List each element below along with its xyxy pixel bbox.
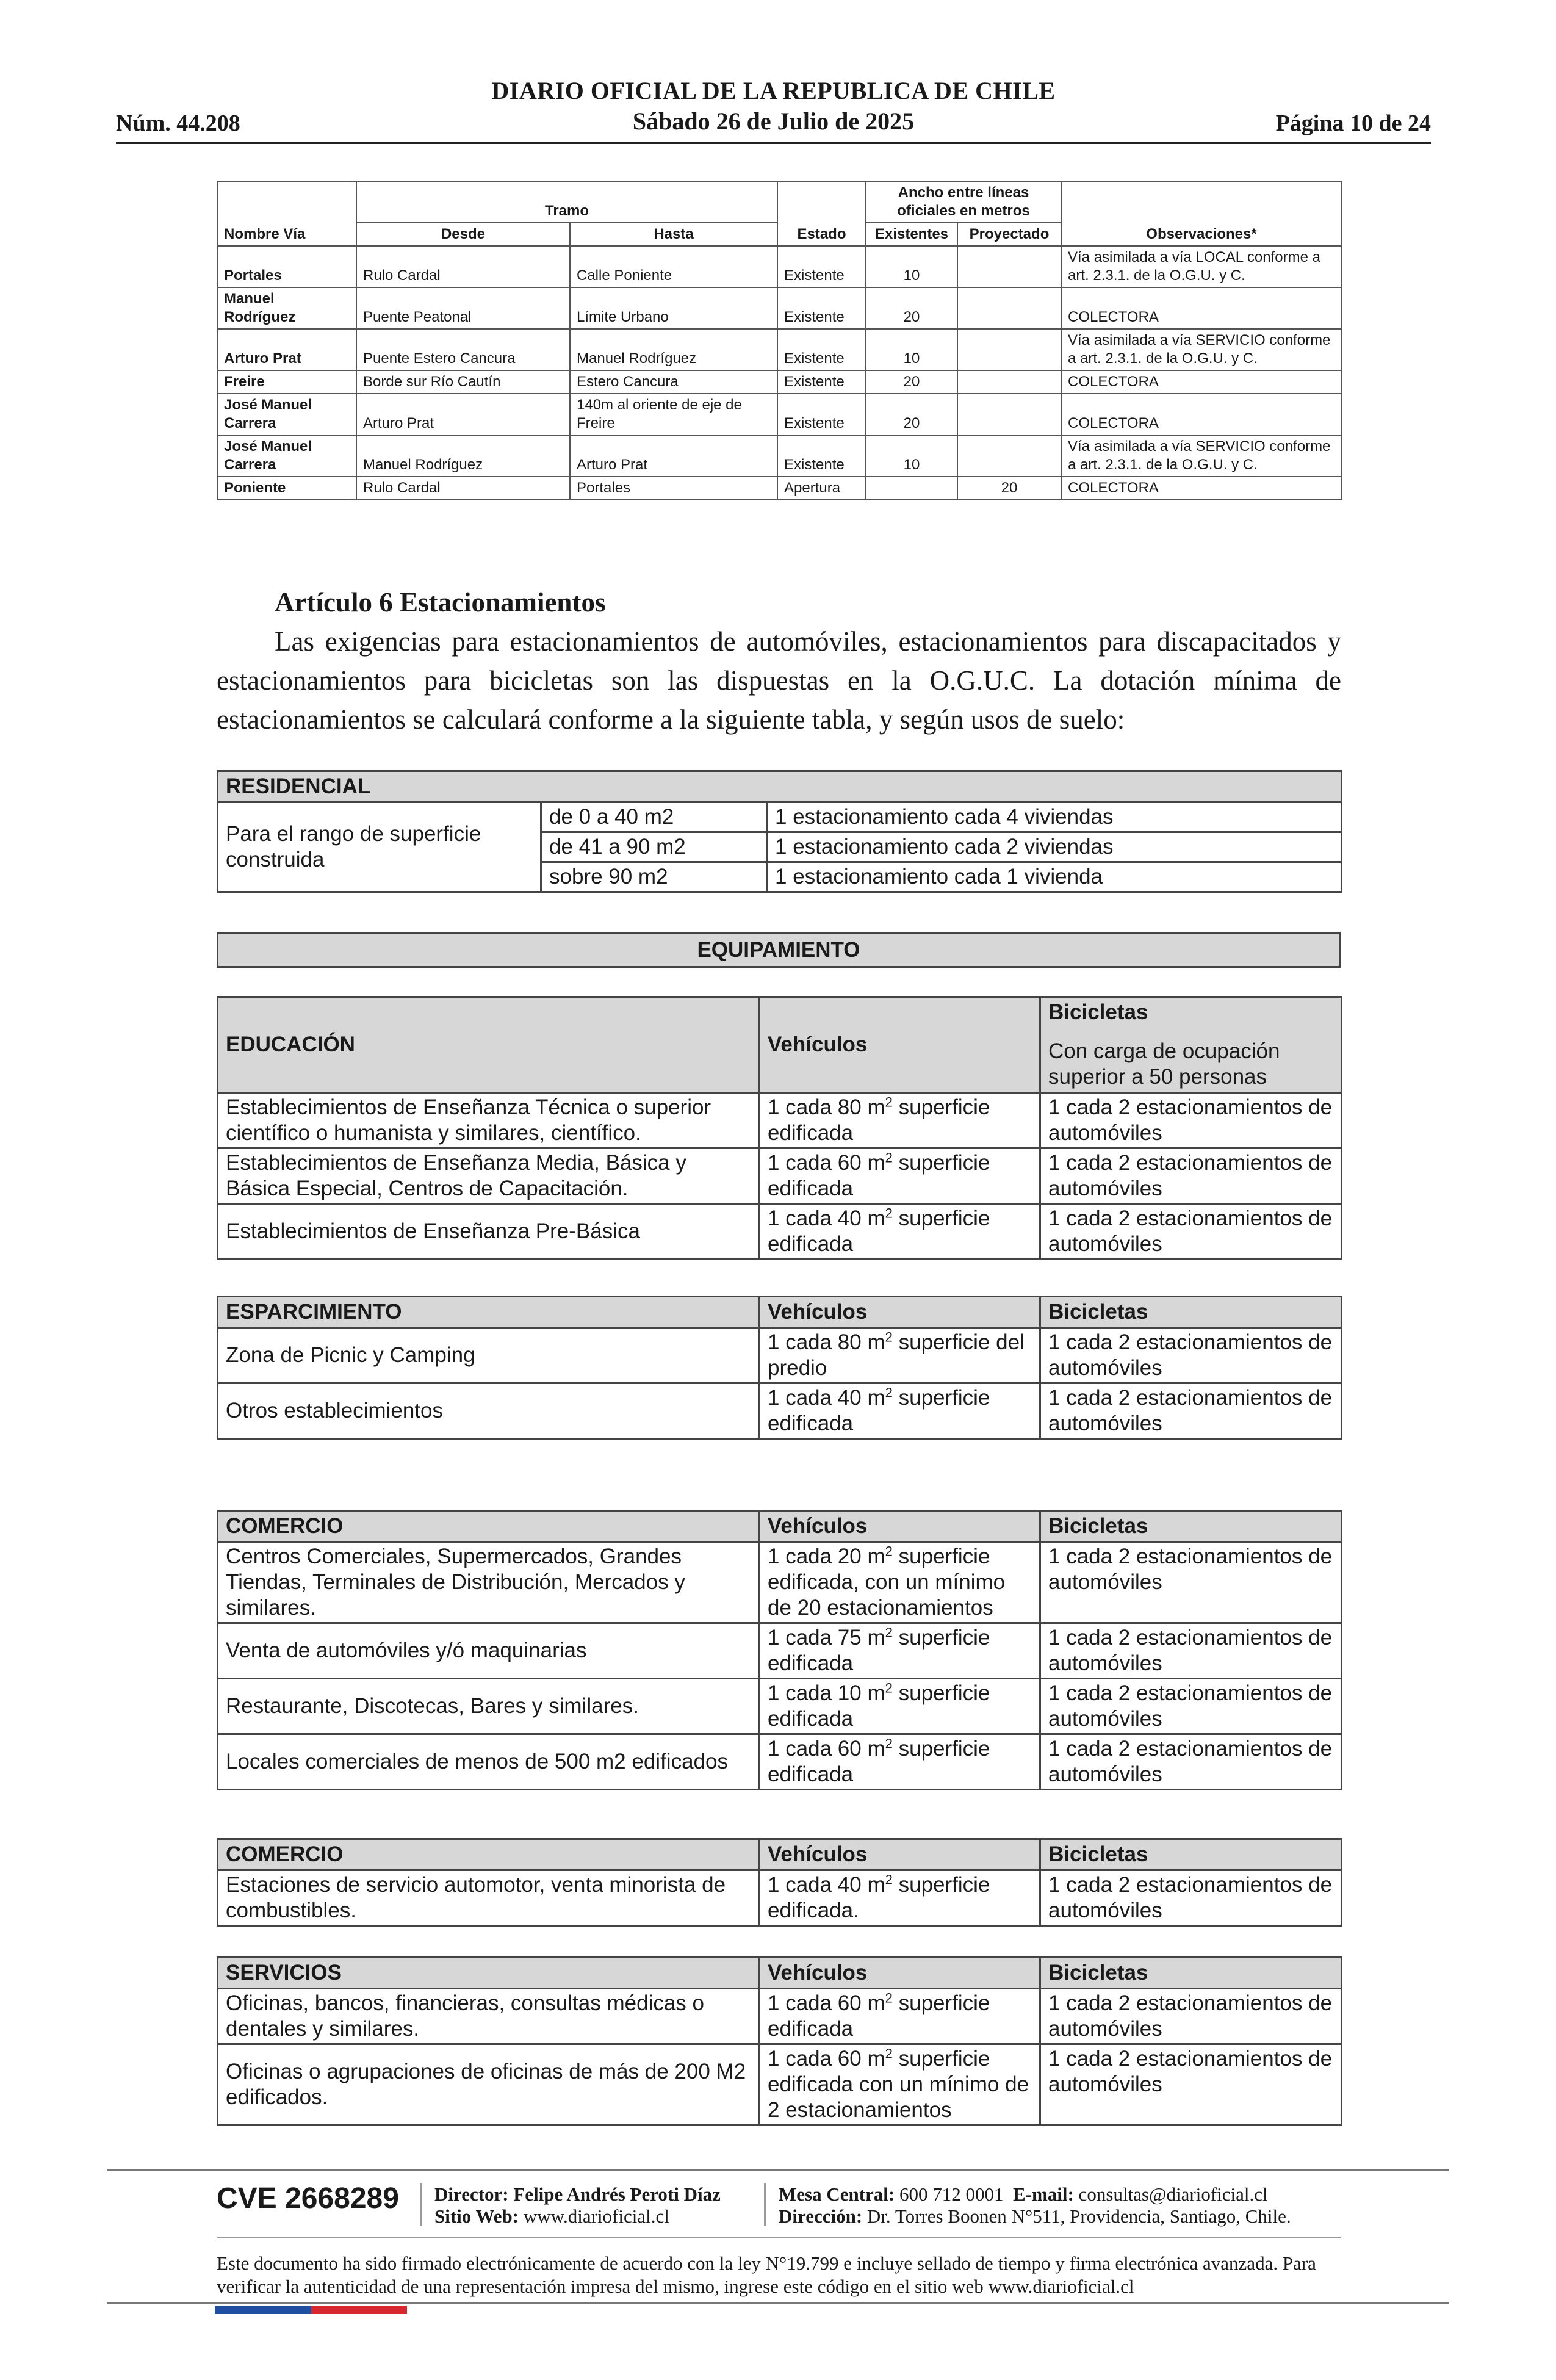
vehiculos-basis: superficie edificada xyxy=(768,1386,990,1435)
vehiculos-rate: 1 cada 60 m xyxy=(768,1737,885,1761)
director-label: Director: xyxy=(434,2183,509,2205)
street-estado: Existente xyxy=(777,435,866,477)
table-row xyxy=(218,1542,1342,1623)
street-proyectado xyxy=(957,394,1061,435)
table-row xyxy=(218,1093,1342,1149)
vehiculos-rate: 1 cada 75 m xyxy=(768,1626,885,1650)
footer-separator xyxy=(420,2183,422,2226)
street-hasta: Manuel Rodríguez xyxy=(570,329,777,370)
bicicletas-cell: 1 cada 2 estacionamientos de automóviles xyxy=(1040,1542,1342,1623)
col-vehiculos: Vehículos xyxy=(760,997,1040,1093)
col-hasta: Hasta xyxy=(570,223,777,246)
uso-cell: Venta de automóviles y/ó maquinarias xyxy=(218,1623,760,1679)
direccion-label: Dirección: xyxy=(779,2205,863,2227)
street-hasta: Arturo Prat xyxy=(570,435,777,477)
bicicletas-cell: 1 cada 2 estacionamientos de automóviles xyxy=(1040,1870,1342,1926)
vehiculos-cell xyxy=(760,1679,1040,1734)
area-exponent: 2 xyxy=(885,1385,893,1401)
area-exponent: 2 xyxy=(885,1094,893,1110)
vehiculos-cell xyxy=(760,1734,1040,1790)
area-exponent: 2 xyxy=(885,1150,893,1166)
col-bicicletas: Bicicletas xyxy=(1040,1839,1342,1870)
street-desde: Rulo Cardal xyxy=(356,477,570,500)
vehiculos-rate: 1 cada 60 m xyxy=(768,1151,885,1175)
street-desde: Puente Peatonal xyxy=(356,287,570,329)
vehiculos-basis: superficie edificada xyxy=(768,1626,990,1675)
table-row xyxy=(218,1679,1342,1734)
street-proyectado xyxy=(957,246,1061,287)
area-exponent: 2 xyxy=(885,1872,893,1888)
street-row xyxy=(217,370,1342,394)
col-proyectado: Proyectado xyxy=(957,223,1061,246)
bicicletas-cell: 1 cada 2 estacionamientos de automóviles xyxy=(1040,1093,1342,1149)
col-ancho: Ancho entre líneas oficiales en metros xyxy=(866,181,1061,223)
street-proyectado xyxy=(957,370,1061,394)
bicicletas-cell: 1 cada 2 estacionamientos de automóviles xyxy=(1040,1149,1342,1204)
residencial-range: de 0 a 40 m2 xyxy=(541,802,767,832)
street-row xyxy=(217,394,1342,435)
street-existentes: 20 xyxy=(866,394,957,435)
bicicletas-cell: 1 cada 2 estacionamientos de automóviles xyxy=(1040,1734,1342,1790)
vehiculos-cell xyxy=(760,1149,1040,1204)
web-link[interactable]: www.diarioficial.cl xyxy=(523,2205,669,2227)
street-hasta: 140m al oriente de eje de Freire xyxy=(570,394,777,435)
area-exponent: 2 xyxy=(885,1736,893,1751)
street-existentes: 10 xyxy=(866,246,957,287)
bicicletas-label: Bicicletas xyxy=(1048,1000,1148,1024)
page-header xyxy=(116,73,1431,146)
esparcimiento-table xyxy=(217,1296,1342,1440)
col-vehiculos: Vehículos xyxy=(760,1511,1040,1542)
residencial-table xyxy=(217,770,1342,893)
street-name: José Manuel Carrera xyxy=(217,394,356,435)
director-name: Felipe Andrés Peroti Díaz xyxy=(513,2183,721,2205)
table-row xyxy=(218,1204,1342,1260)
col-vehiculos: Vehículos xyxy=(760,1297,1040,1328)
issue-number: Núm. 44.208 xyxy=(116,110,240,136)
vehiculos-rate: 1 cada 80 m xyxy=(768,1095,885,1119)
vehiculos-rate: 1 cada 80 m xyxy=(768,1330,885,1354)
area-exponent: 2 xyxy=(885,2046,893,2061)
email-label: E-mail: xyxy=(1013,2183,1074,2205)
table-row xyxy=(218,1734,1342,1790)
vehiculos-rate: 1 cada 40 m xyxy=(768,1386,885,1410)
residencial-range: de 41 a 90 m2 xyxy=(541,832,767,862)
vehiculos-basis: superficie del predio xyxy=(768,1330,1025,1380)
street-observaciones: COLECTORA xyxy=(1061,370,1342,394)
street-hasta: Límite Urbano xyxy=(570,287,777,329)
table-row xyxy=(218,1328,1342,1383)
footer-separator xyxy=(764,2183,766,2226)
comercio-estaciones-table xyxy=(217,1838,1342,1927)
residencial-value: 1 estacionamiento cada 4 viviendas xyxy=(767,802,1342,832)
street-existentes: 20 xyxy=(866,370,957,394)
vehiculos-cell xyxy=(760,1623,1040,1679)
uso-cell: Establecimientos de Enseñanza Técnica o superior científico o humanista y similares, científico. xyxy=(218,1093,760,1149)
cve-code: CVE 2668289 xyxy=(217,2182,399,2215)
article-6 xyxy=(217,583,1341,739)
footer-divider xyxy=(107,2169,1449,2171)
footer-divider xyxy=(107,2302,1449,2304)
servicios-table xyxy=(217,1956,1342,2126)
street-estado: Existente xyxy=(777,394,866,435)
uso-cell: Estaciones de servicio automotor, venta minorista de combustibles. xyxy=(218,1870,760,1926)
vehiculos-cell xyxy=(760,1383,1040,1439)
street-name: José Manuel Carrera xyxy=(217,435,356,477)
street-observaciones: Vía asimilada a vía SERVICIO conforme a art. 2.3.1. de la O.G.U. y C. xyxy=(1061,329,1342,370)
table-row xyxy=(218,1149,1342,1204)
vehiculos-cell xyxy=(760,1870,1040,1926)
residencial-heading: RESIDENCIAL xyxy=(218,771,1342,802)
vehiculos-basis: superficie edificada xyxy=(768,1206,990,1256)
flag-red-stripe xyxy=(311,2306,408,2314)
col-bicicletas: Bicicletas xyxy=(1040,1511,1342,1542)
table-row xyxy=(218,1870,1342,1926)
bicicletas-cell: 1 cada 2 estacionamientos de automóviles xyxy=(1040,1383,1342,1439)
servicios-heading: SERVICIOS xyxy=(218,1958,760,1989)
vehiculos-basis: superficie edificada xyxy=(768,1991,990,2041)
table-row xyxy=(218,1989,1342,2044)
table-row xyxy=(218,1383,1342,1439)
street-name: Poniente xyxy=(217,477,356,500)
col-bicicletas: Bicicletas xyxy=(1040,1297,1342,1328)
area-exponent: 2 xyxy=(885,1543,893,1559)
col-nombre-via: Nombre Vía xyxy=(217,181,356,246)
publication-title: DIARIO OFICIAL DE LA REPUBLICA DE CHILE xyxy=(491,77,1056,104)
vehiculos-basis: superficie edificada xyxy=(768,1095,990,1145)
footer-contact xyxy=(779,2183,1291,2227)
educacion-heading: EDUCACIÓN xyxy=(218,997,760,1093)
street-existentes: 10 xyxy=(866,435,957,477)
vehiculos-basis: superficie edificada, con un mínimo de 20 estacionamientos xyxy=(768,1545,1006,1620)
residencial-value: 1 estacionamiento cada 2 viviendas xyxy=(767,832,1342,862)
street-row xyxy=(217,435,1342,477)
footer-director xyxy=(434,2183,721,2227)
bicicletas-cell: 1 cada 2 estacionamientos de automóviles xyxy=(1040,2044,1342,2126)
street-name: Freire xyxy=(217,370,356,394)
page-number: Página 10 de 24 xyxy=(1275,110,1431,136)
street-name: Arturo Prat xyxy=(217,329,356,370)
area-exponent: 2 xyxy=(885,1625,893,1640)
col-desde: Desde xyxy=(356,223,570,246)
article-body: Las exigencias para estacionamientos de automóviles, estacionamientos para discapacitados y estacionamientos para bicicletas son las dispuestas en la O.G.U.C. La dotación mínima de estacionamientos se calculará conforme a la siguiente tabla, y según usos de suelo: xyxy=(217,626,1341,735)
street-row xyxy=(217,287,1342,329)
street-proyectado xyxy=(957,435,1061,477)
street-proyectado xyxy=(957,287,1061,329)
street-proyectado: 20 xyxy=(957,477,1061,500)
bicicletas-note: Con carga de ocupación superior a 50 personas xyxy=(1048,1039,1280,1089)
street-hasta: Portales xyxy=(570,477,777,500)
street-estado: Existente xyxy=(777,287,866,329)
vehiculos-rate: 1 cada 40 m xyxy=(768,1873,885,1897)
vehiculos-cell xyxy=(760,2044,1040,2126)
comercio-table xyxy=(217,1510,1342,1790)
equipamiento-heading: EQUIPAMIENTO xyxy=(217,932,1341,968)
residencial-label: Para el rango de superficie construida xyxy=(218,802,541,892)
street-existentes xyxy=(866,477,957,500)
esparcimiento-heading: ESPARCIMIENTO xyxy=(218,1297,760,1328)
street-estado: Existente xyxy=(777,370,866,394)
col-bicicletas: Bicicletas xyxy=(1040,1958,1342,1989)
article-title: Artículo 6 Estacionamientos xyxy=(275,587,606,618)
bicicletas-cell: 1 cada 2 estacionamientos de automóviles xyxy=(1040,1989,1342,2044)
street-desde: Manuel Rodríguez xyxy=(356,435,570,477)
web-label: Sitio Web: xyxy=(434,2205,519,2227)
uso-cell: Establecimientos de Enseñanza Media, Básica y Básica Especial, Centros de Capacitación. xyxy=(218,1149,760,1204)
vehiculos-rate: 1 cada 40 m xyxy=(768,1206,885,1230)
vehiculos-cell xyxy=(760,1542,1040,1623)
bicicletas-cell: 1 cada 2 estacionamientos de automóviles xyxy=(1040,1204,1342,1260)
header-divider xyxy=(116,142,1431,144)
uso-cell: Centros Comerciales, Supermercados, Grandes Tiendas, Terminales de Distribución, Mercados y similares. xyxy=(218,1542,760,1623)
flag-stripe xyxy=(215,2306,407,2314)
mesa-label: Mesa Central: xyxy=(779,2183,895,2205)
col-estado: Estado xyxy=(777,181,866,246)
street-existentes: 20 xyxy=(866,287,957,329)
residencial-value: 1 estacionamiento cada 1 vivienda xyxy=(767,862,1342,892)
vehiculos-basis: superficie edificada xyxy=(768,1737,990,1786)
vehiculos-basis: superficie edificada con un mínimo de 2 estacionamientos xyxy=(768,2047,1029,2122)
bicicletas-cell: 1 cada 2 estacionamientos de automóviles xyxy=(1040,1623,1342,1679)
col-vehiculos: Vehículos xyxy=(760,1839,1040,1870)
area-exponent: 2 xyxy=(885,1990,893,2006)
street-observaciones: COLECTORA xyxy=(1061,394,1342,435)
table-row xyxy=(218,1623,1342,1679)
mesa-phone: 600 712 0001 xyxy=(899,2183,1004,2205)
residencial-range: sobre 90 m2 xyxy=(541,862,767,892)
street-observaciones: COLECTORA xyxy=(1061,477,1342,500)
bicicletas-cell: 1 cada 2 estacionamientos de automóviles xyxy=(1040,1328,1342,1383)
col-bicicletas xyxy=(1040,997,1342,1093)
flag-blue-stripe xyxy=(215,2306,311,2314)
vehiculos-cell xyxy=(760,1989,1040,2044)
street-hasta: Estero Cancura xyxy=(570,370,777,394)
street-hasta: Calle Poniente xyxy=(570,246,777,287)
street-existentes: 10 xyxy=(866,329,957,370)
vehiculos-rate: 1 cada 10 m xyxy=(768,1681,885,1705)
footer-divider xyxy=(217,2237,1341,2238)
vehiculos-cell xyxy=(760,1093,1040,1149)
vehiculos-basis: superficie edificada xyxy=(768,1151,990,1200)
street-observaciones: Vía asimilada a vía LOCAL conforme a art. 2.3.1. de la O.G.U. y C. xyxy=(1061,246,1342,287)
area-exponent: 2 xyxy=(885,1329,893,1345)
publication-date: Sábado 26 de Julio de 2025 xyxy=(632,107,915,135)
legal-notice: Este documento ha sido firmado electrónicamente de acuerdo con la ley N°19.799 e incluye sellado de tiempo y firma electrónica avanzada. Para verificar la autenticidad de una representación impresa del mismo, ingrese este código en el sitio web www.diarioficial.cl xyxy=(217,2252,1316,2297)
table-row xyxy=(218,2044,1342,2126)
street-proyectado xyxy=(957,329,1061,370)
street-desde: Rulo Cardal xyxy=(356,246,570,287)
street-estado: Apertura xyxy=(777,477,866,500)
street-desde: Puente Estero Cancura xyxy=(356,329,570,370)
street-observaciones: COLECTORA xyxy=(1061,287,1342,329)
uso-cell: Oficinas, bancos, financieras, consultas médicas o dentales y similares. xyxy=(218,1989,760,2044)
bicicletas-cell: 1 cada 2 estacionamientos de automóviles xyxy=(1040,1679,1342,1734)
vehiculos-basis: superficie edificada xyxy=(768,1681,990,1731)
street-desde: Borde sur Río Cautín xyxy=(356,370,570,394)
comercio-heading: COMERCIO xyxy=(218,1511,760,1542)
col-vehiculos: Vehículos xyxy=(760,1958,1040,1989)
street-observaciones: Vía asimilada a vía SERVICIO conforme a art. 2.3.1. de la O.G.U. y C. xyxy=(1061,435,1342,477)
uso-cell: Establecimientos de Enseñanza Pre-Básica xyxy=(218,1204,760,1260)
comercio-heading: COMERCIO xyxy=(218,1839,760,1870)
uso-cell: Oficinas o agrupaciones de oficinas de más de 200 M2 edificados. xyxy=(218,2044,760,2126)
direccion-value: Dr. Torres Boonen N°511, Providencia, Santiago, Chile. xyxy=(866,2205,1291,2227)
street-row xyxy=(217,329,1342,370)
street-name: Portales xyxy=(217,246,356,287)
street-table xyxy=(217,181,1342,500)
vehiculos-rate: 1 cada 60 m xyxy=(768,1991,885,2015)
email-link[interactable]: consultas@diarioficial.cl xyxy=(1078,2183,1268,2205)
street-desde: Arturo Prat xyxy=(356,394,570,435)
street-name: Manuel Rodríguez xyxy=(217,287,356,329)
uso-cell: Otros establecimientos xyxy=(218,1383,760,1439)
street-row xyxy=(217,477,1342,500)
vehiculos-rate: 1 cada 20 m xyxy=(768,1545,885,1568)
street-estado: Existente xyxy=(777,246,866,287)
vehiculos-cell xyxy=(760,1328,1040,1383)
uso-cell: Restaurante, Discotecas, Bares y similares. xyxy=(218,1679,760,1734)
educacion-table xyxy=(217,996,1342,1260)
area-exponent: 2 xyxy=(885,1680,893,1696)
uso-cell: Zona de Picnic y Camping xyxy=(218,1328,760,1383)
vehiculos-rate: 1 cada 60 m xyxy=(768,2047,885,2071)
street-estado: Existente xyxy=(777,329,866,370)
area-exponent: 2 xyxy=(885,1205,893,1221)
col-existentes: Existentes xyxy=(866,223,957,246)
col-tramo: Tramo xyxy=(356,181,777,223)
uso-cell: Locales comerciales de menos de 500 m2 edificados xyxy=(218,1734,760,1790)
col-observaciones: Observaciones* xyxy=(1061,181,1342,246)
street-row xyxy=(217,246,1342,287)
vehiculos-basis: superficie edificada. xyxy=(768,1873,990,1922)
vehiculos-cell xyxy=(760,1204,1040,1260)
